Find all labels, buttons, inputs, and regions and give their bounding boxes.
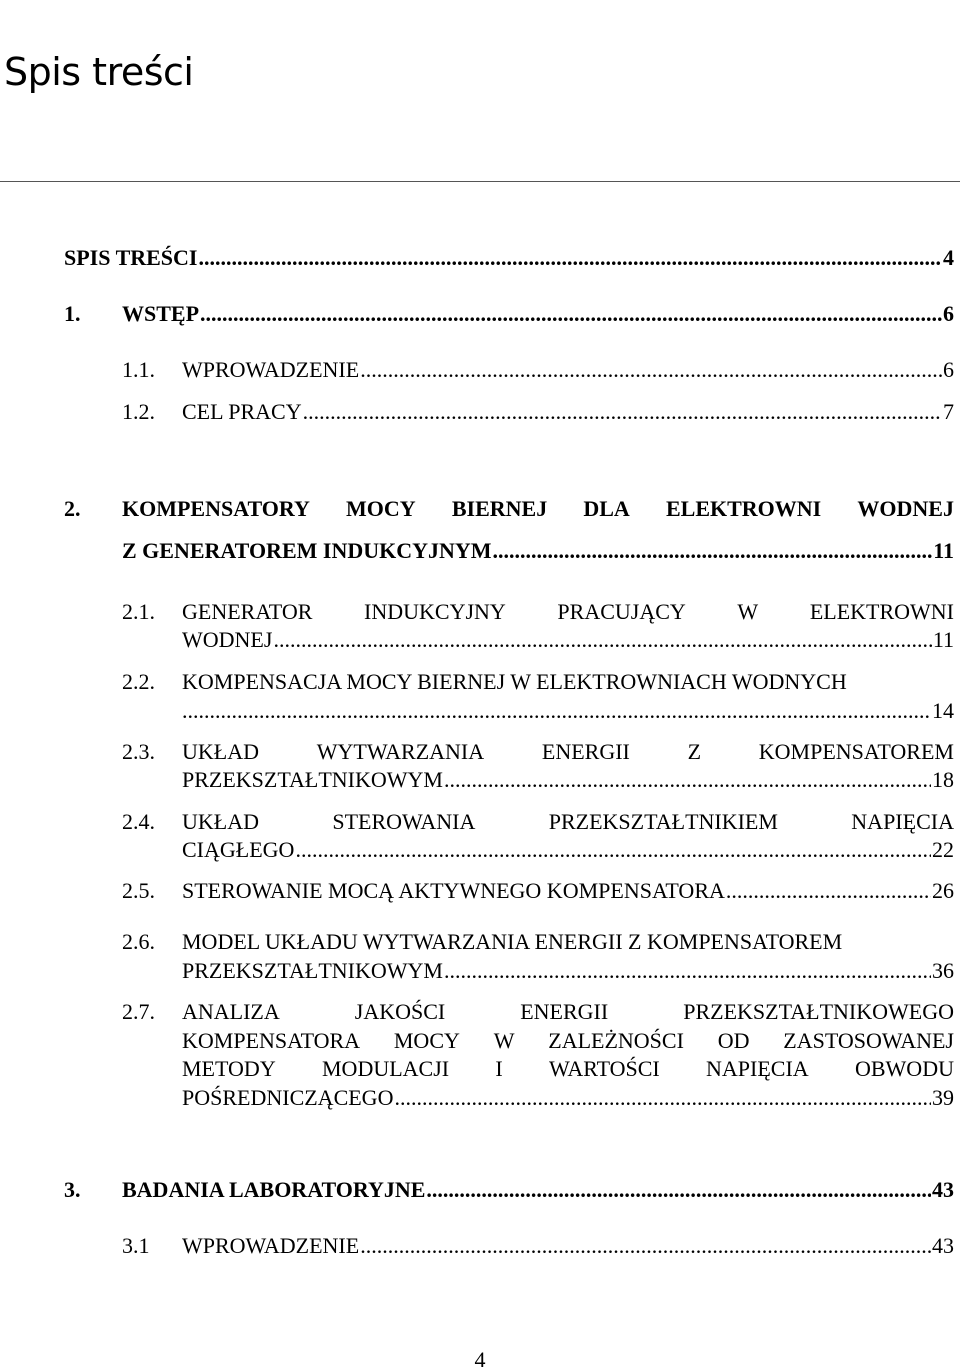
toc-word: WARTOŚCI xyxy=(549,1056,660,1081)
toc-word: ZALEŻNOŚCI xyxy=(548,1028,684,1053)
toc-entry-analiza-line4[interactable] xyxy=(182,1084,954,1112)
toc-entry-number: 2.3. xyxy=(122,739,155,764)
toc-entry-kompensacja-line2[interactable] xyxy=(182,697,954,725)
toc-entry-page: 6 xyxy=(943,301,954,326)
toc-leader-dots xyxy=(303,398,942,426)
toc-entry-number: 2.2. xyxy=(122,669,155,694)
toc-word: ELEKTROWNI xyxy=(665,496,822,521)
toc-entry-page: 39 xyxy=(932,1085,954,1110)
toc-entry-model-ukladu-line2[interactable] xyxy=(182,957,954,985)
toc-word: DLA xyxy=(583,496,630,521)
toc-word: GENERATOR xyxy=(182,599,313,624)
toc-word: UKŁAD xyxy=(182,739,259,764)
toc-entry-wprowadzenie-3[interactable] xyxy=(182,1232,954,1260)
page-title: Spis treści xyxy=(4,50,194,94)
toc-entry-page: 43 xyxy=(932,1233,954,1258)
toc-leader-dots xyxy=(182,697,931,725)
toc-leader-dots xyxy=(444,766,931,794)
toc-entry-label: STEROWANIE MOCĄ AKTYWNEGO KOMPENSATORA xyxy=(182,878,725,903)
toc-leader-dots xyxy=(493,537,933,565)
toc-word: PRZEKSZTAŁTNIKOWEGO xyxy=(683,999,954,1024)
toc-entry-label: CEL PRACY xyxy=(182,399,302,424)
toc-word: Z xyxy=(687,739,702,764)
toc-entry-label: WPROWADZENIE xyxy=(182,357,360,382)
toc-entry-page: 11 xyxy=(932,627,954,652)
toc-entry-label: Z GENERATOREM INDUKCYJNYM xyxy=(122,538,492,563)
toc-entry-model-ukladu-line1[interactable] xyxy=(182,928,954,956)
toc-leader-dots xyxy=(726,877,931,905)
toc-word: MOCY xyxy=(393,1028,460,1053)
toc-entry-uklad-wytwarzania-line1[interactable] xyxy=(182,738,954,766)
toc-entry-label: KOMPENSACJA MOCY BIERNEJ W ELEKTROWNIACH WODNYCH xyxy=(182,669,847,694)
toc-word: METODY xyxy=(182,1056,276,1081)
toc-word: ELEKTROWNI xyxy=(809,599,954,624)
toc-entry-uklad-wytwarzania-line2[interactable] xyxy=(182,766,954,794)
toc-entry-kompensatory-line1[interactable] xyxy=(122,495,954,523)
toc-word: INDUKCYJNY xyxy=(364,599,506,624)
toc-word: ZASTOSOWANEJ xyxy=(783,1028,954,1053)
toc-word: ENERGII xyxy=(520,999,609,1024)
toc-word: JAKOŚCI xyxy=(354,999,446,1024)
toc-word: KOMPENSATORY xyxy=(122,496,310,521)
toc-entry-number: 3.1 xyxy=(122,1233,150,1258)
toc-entry-number: 1. xyxy=(64,301,81,326)
toc-entry-page: 4 xyxy=(943,245,954,270)
header-divider xyxy=(0,181,960,182)
page-number: 4 xyxy=(474,1347,486,1372)
toc-word: NAPIĘCIA xyxy=(851,809,954,834)
toc-entry-uklad-sterowania-line2[interactable] xyxy=(182,836,954,864)
toc-leader-dots xyxy=(273,626,931,654)
toc-entry-page: 18 xyxy=(932,767,954,792)
toc-entry-page: 7 xyxy=(943,399,954,424)
toc-entry-badania[interactable] xyxy=(122,1176,954,1204)
toc-entry-number: 2.6. xyxy=(122,929,155,954)
toc-entry-label: CIĄGŁEGO xyxy=(182,837,295,862)
toc-word: STEROWANIA xyxy=(332,809,476,834)
toc-entry-page: 14 xyxy=(932,698,954,723)
toc-word: I xyxy=(495,1056,503,1081)
toc-word: OD xyxy=(717,1028,750,1053)
toc-entry-number: 2. xyxy=(64,496,81,521)
toc-word: WYTWARZANIA xyxy=(316,739,485,764)
toc-word: ENERGII xyxy=(541,739,630,764)
toc-word: MOCY xyxy=(346,496,416,521)
toc-entry-label: WPROWADZENIE xyxy=(182,1233,360,1258)
toc-entry-page: 6 xyxy=(943,357,954,382)
toc-entry-number: 1.2. xyxy=(122,399,155,424)
toc-entry-label: BADANIA LABORATORYJNE xyxy=(122,1177,426,1202)
toc-leader-dots xyxy=(200,300,942,328)
toc-entry-number: 2.7. xyxy=(122,999,155,1024)
toc-word: OBWODU xyxy=(854,1056,954,1081)
toc-entry-analiza-line1[interactable] xyxy=(182,998,954,1026)
toc-entry-number: 3. xyxy=(64,1177,81,1202)
toc-entry-kompensatory-line2[interactable] xyxy=(122,537,954,565)
toc-entry-label: SPIS TREŚCI xyxy=(64,245,198,270)
toc-entry-label: PRZEKSZTAŁTNIKOWYM xyxy=(182,958,443,983)
toc-leader-dots xyxy=(360,1232,931,1260)
toc-word: WODNEJ xyxy=(857,496,954,521)
toc-entry-number: 2.1. xyxy=(122,599,155,624)
toc-entry-sterowanie-moca[interactable] xyxy=(182,877,954,905)
toc-word: BIERNEJ xyxy=(451,496,548,521)
toc-entry-uklad-sterowania-line1[interactable] xyxy=(182,808,954,836)
toc-entry-page: 22 xyxy=(932,837,954,862)
toc-word: NAPIĘCIA xyxy=(706,1056,809,1081)
toc-word: PRZEKSZTAŁTNIKIEM xyxy=(548,809,778,834)
toc-entry-page: 36 xyxy=(932,958,954,983)
toc-word: MODULACJI xyxy=(322,1056,450,1081)
toc-entry-label: POŚREDNICZĄCEGO xyxy=(182,1085,394,1110)
toc-entry-wprowadzenie[interactable] xyxy=(182,356,954,384)
toc-entry-page: 43 xyxy=(932,1177,954,1202)
toc-word: KOMPENSATOREM xyxy=(758,739,954,764)
toc-entry-page: 26 xyxy=(932,878,954,903)
toc-leader-dots xyxy=(394,1084,931,1112)
toc-entry-number: 2.5. xyxy=(122,878,155,903)
toc-entry-label: PRZEKSZTAŁTNIKOWYM xyxy=(182,767,443,792)
toc-word: W xyxy=(737,599,759,624)
toc-entry-analiza-line2[interactable] xyxy=(182,1027,954,1055)
toc-leader-dots xyxy=(360,356,942,384)
toc-entry-wstep[interactable] xyxy=(122,300,954,328)
toc-entry-cel-pracy[interactable] xyxy=(182,398,954,426)
toc-entry-page: 11 xyxy=(933,538,954,563)
toc-entry-number: 1.1. xyxy=(122,357,155,382)
toc-word: UKŁAD xyxy=(182,809,259,834)
toc-leader-dots xyxy=(295,836,931,864)
toc-entry-number: 2.4. xyxy=(122,809,155,834)
toc-entry-label: MODEL UKŁADU WYTWARZANIA ENERGII Z KOMPENSATOREM xyxy=(182,929,843,954)
toc-word: W xyxy=(493,1028,515,1053)
toc-word: PRACUJĄCY xyxy=(557,599,686,624)
toc-entry-generator-line2[interactable] xyxy=(182,626,954,654)
toc-leader-dots xyxy=(444,957,931,985)
toc-entry-spis-tresci[interactable] xyxy=(64,244,954,272)
toc-entry-kompensacja-line1[interactable] xyxy=(182,668,954,696)
toc-leader-dots xyxy=(199,244,943,272)
toc-entry-analiza-line3[interactable] xyxy=(182,1055,954,1083)
toc-entry-generator-line1[interactable] xyxy=(182,598,954,626)
toc-entry-label: WSTĘP xyxy=(122,301,200,326)
toc-leader-dots xyxy=(426,1176,931,1204)
toc-entry-label: WODNEJ xyxy=(182,627,273,652)
toc-word: ANALIZA xyxy=(182,999,280,1024)
toc-word: KOMPENSATORA xyxy=(182,1028,361,1053)
